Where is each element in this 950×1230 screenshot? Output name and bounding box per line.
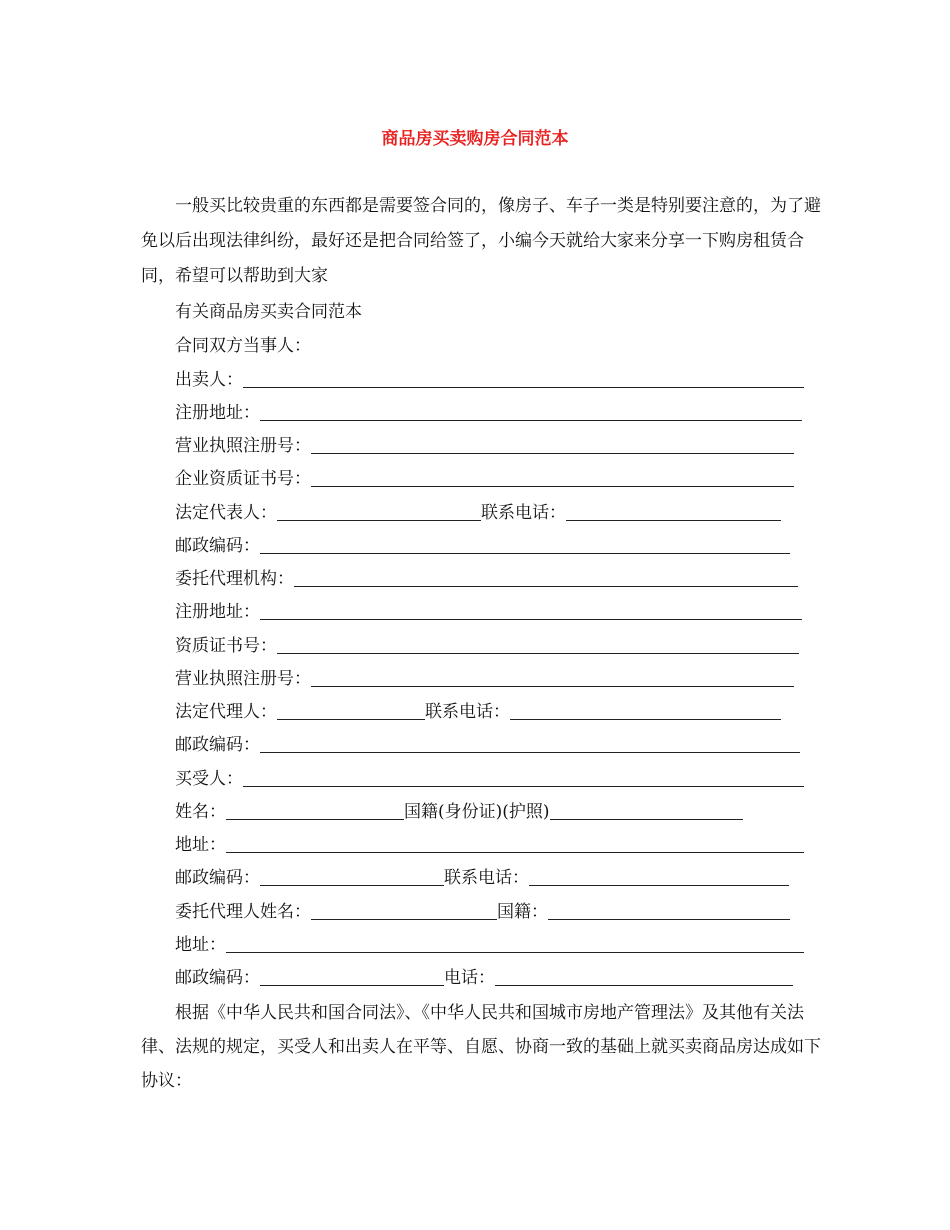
license-2-blank[interactable] — [311, 686, 794, 687]
license-2-row — [175, 666, 794, 690]
agent-name-blank[interactable] — [311, 919, 497, 920]
postcode-row — [175, 533, 790, 557]
seller-label: 出卖人： — [175, 370, 243, 390]
reg-address-blank[interactable] — [260, 420, 802, 421]
phone-3-label: 联系电话： — [444, 868, 529, 888]
agency-blank[interactable] — [294, 586, 798, 587]
name-blank[interactable] — [226, 819, 404, 820]
phone-label: 联系电话： — [481, 503, 566, 523]
address-2-blank[interactable] — [226, 952, 804, 953]
legal-rep-label: 法定代表人： — [175, 503, 277, 523]
postcode-3-blank[interactable] — [260, 885, 444, 886]
parties-heading: 合同双方当事人： — [175, 336, 311, 356]
intro-paragraph: 一般买比较贵重的东西都是需要签合同的，像房子、车子一类是特别要注意的，为了避免以后出现法律纠纷，最好还是把合同给签了，小编今天就给大家来分享一下购房租赁合同，希望可以帮助到大家 — [141, 196, 821, 286]
legal-rep-blank[interactable] — [277, 520, 481, 521]
postcode-4-row — [175, 965, 793, 989]
agent-name-row — [175, 899, 790, 923]
postcode-3-label: 邮政编码： — [175, 868, 260, 888]
address-blank[interactable] — [226, 852, 804, 853]
postcode-2-label: 邮政编码： — [175, 735, 260, 755]
nationality-id-label: 国籍(身份证)(护照) — [404, 802, 550, 822]
address-row — [175, 832, 804, 856]
postcode-2-row — [175, 732, 800, 756]
qualification-label: 企业资质证书号： — [175, 469, 311, 489]
buyer-label: 买受人： — [175, 769, 243, 789]
agency-row — [175, 566, 798, 590]
nationality-blank[interactable] — [548, 919, 790, 920]
postcode-2-blank[interactable] — [260, 752, 800, 753]
postcode-4-label: 邮政编码： — [175, 968, 260, 988]
phone-3-blank[interactable] — [529, 885, 789, 886]
phone-2-label: 联系电话： — [425, 702, 510, 722]
nationality-id-blank[interactable] — [550, 819, 743, 820]
agency-label: 委托代理机构： — [175, 569, 294, 589]
postcode-4-blank[interactable] — [260, 985, 444, 986]
legal-agent-blank[interactable] — [277, 719, 425, 720]
qual-cert-label: 资质证书号： — [175, 636, 277, 656]
reg-address-label: 注册地址： — [175, 403, 260, 423]
postcode-label: 邮政编码： — [175, 536, 260, 556]
closing-paragraph: 根据《中华人民共和国合同法》、《中华人民共和国城市房地产管理法》及其他有关法律、法规的规定，买受人和出卖人在平等、自愿、协商一致的基础上就买卖商品房达成如下协议： — [141, 1003, 821, 1091]
license-blank[interactable] — [311, 453, 794, 454]
phone-2-blank[interactable] — [510, 719, 781, 720]
qual-cert-row — [175, 633, 799, 657]
legal-agent-row — [175, 699, 781, 723]
postcode-3-row — [175, 865, 789, 889]
reg-address-2-blank[interactable] — [260, 619, 802, 620]
document-title: 商品房买卖购房合同范本 — [381, 129, 569, 149]
qual-cert-blank[interactable] — [277, 653, 799, 654]
postcode-blank[interactable] — [260, 553, 790, 554]
buyer-row — [175, 766, 804, 790]
agent-name-label: 委托代理人姓名： — [175, 902, 311, 922]
reg-address-row — [175, 400, 802, 424]
tel-blank[interactable] — [495, 985, 793, 986]
name-label: 姓名： — [175, 802, 226, 822]
address-2-row — [175, 932, 804, 956]
reg-address-2-row — [175, 599, 802, 623]
license-label: 营业执照注册号： — [175, 436, 311, 456]
seller-blank[interactable] — [243, 387, 804, 388]
address-label: 地址： — [175, 835, 226, 855]
license-row — [175, 433, 794, 457]
license-2-label: 营业执照注册号： — [175, 669, 311, 689]
buyer-blank[interactable] — [243, 786, 804, 787]
seller-row — [175, 367, 804, 391]
reg-address-2-label: 注册地址： — [175, 602, 260, 622]
legal-rep-row — [175, 500, 781, 524]
legal-agent-label: 法定代理人： — [175, 702, 277, 722]
tel-label: 电话： — [444, 968, 495, 988]
phone-blank[interactable] — [566, 520, 781, 521]
nationality-label: 国籍： — [497, 902, 548, 922]
qualification-blank[interactable] — [311, 486, 794, 487]
contract-subtitle: 有关商品房买卖合同范本 — [175, 302, 362, 322]
name-row — [175, 799, 743, 823]
qualification-row — [175, 466, 794, 490]
address-2-label: 地址： — [175, 935, 226, 955]
